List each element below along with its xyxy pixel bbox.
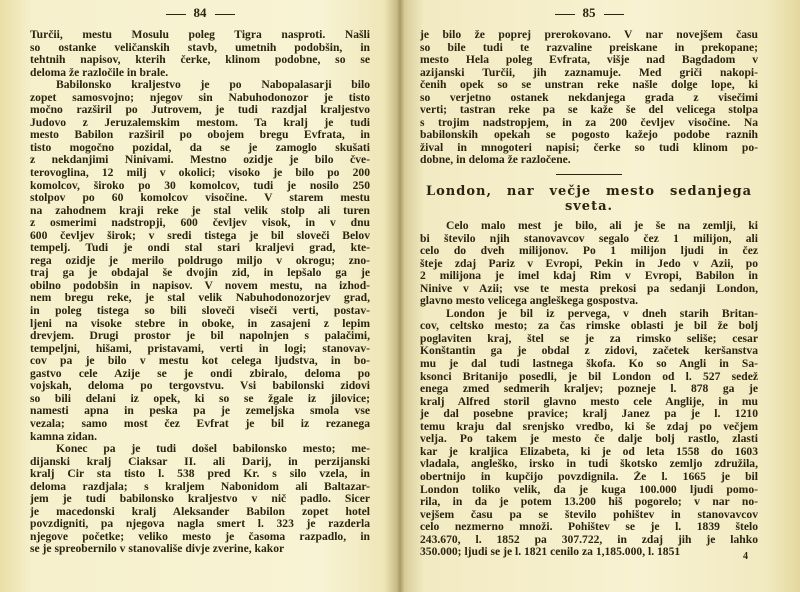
text-line: šteje zdaj Pariz v Evropi, Pekin in Jedo v Azii, po <box>420 257 758 270</box>
text-line: je macedonski kralj Aleksander Babilon zopet hotel <box>30 505 370 518</box>
text-line: Babilonsko kraljestvo je po Nabopalasarji bilo <box>56 79 370 92</box>
text-line: traj ga je obdajal še dvojin zid, in lepšalo ga je <box>30 267 370 280</box>
text-line: London je bil iz pervega, v dneh starih Britan- <box>446 307 758 320</box>
heading-line: London, nar večje mesto sedanjega <box>426 184 752 200</box>
text-line: Judovo z Jeruzalemskim mestom. Ta kralj je tudi <box>30 116 370 129</box>
text-line: tempelj. Tudi je ondi stal stari kraljevi grad, kte- <box>30 242 370 255</box>
right-page-text <box>420 29 758 559</box>
text-line: kamna zidan. <box>30 430 98 443</box>
text-line: vladala, angleško, irsko in tudi škotsko zemljo združila, <box>420 458 758 471</box>
text-line: 350.000; ljudi se je l. 1821 cenilo za 1,185.000, l. 1851 <box>420 546 681 559</box>
text-line: London toliko velik, da je kuga 100.000 ljudi pomo- <box>420 483 758 496</box>
text-line: glavno mesto velicega angleškega gospostva. <box>420 295 639 308</box>
text-line: Konštantin ga je obdal z zidovi, začetek keršanstva <box>420 345 758 358</box>
text-line: drevjem. Drugi prostor je bil napolnjen s palačimi, <box>30 330 370 343</box>
heading-line: sveta. <box>564 199 614 215</box>
text-line: vezala; samo most čez Evfrat je bil iz rezanega <box>30 417 370 430</box>
text-line: mesto Hela poleg Evfrata, višje nad Bagdadom v <box>420 54 758 67</box>
signature-mark: 4 <box>743 551 748 562</box>
text-line: azijanski Turčii, jih zaznamuje. Med griči nakopi- <box>420 66 758 79</box>
text-line: verti; tastran reke pa se kaže še del velicega stolpa <box>420 104 758 117</box>
text-line: žival in mnogoteri napisi; čerke so tudi klinom po- <box>420 141 758 154</box>
text-line: 243.670, l. 1852 pa 307.722, in zdaj jih je lahko <box>420 533 758 546</box>
text-line: zopet samosvojno; njegov sin Nabuhodonozor je tisto <box>30 91 370 104</box>
section-divider <box>556 174 622 175</box>
text-line: celo nezmerno množi. Pohištev se je l. 1839 štelo <box>420 521 758 534</box>
text-line: mu je dal tudi lastnega škofa. Ko so Angli in Sa- <box>420 358 758 371</box>
text-line: kar je kraljica Elizabeta, ki je od leta 1558 do 1603 <box>420 445 758 458</box>
page-number: 85 <box>420 5 758 21</box>
section-heading <box>420 184 758 214</box>
text-line: terovoglina, 12 milj v okolici; visoko je bilo po 200 <box>30 167 370 180</box>
page-number: 84 <box>30 5 370 21</box>
text-line: so bile tudi te razvaline preiskane in prekopane; <box>420 41 758 54</box>
text-line: babilonskih opekah se pogosto kažejo podobe raznih <box>420 129 758 142</box>
text-line: ljeni na visoke stebre in oboke, in zasajeni z lepim <box>30 317 370 330</box>
text-line: ksonci Britanijo posedli, je bil London od l. 527 sedež <box>420 370 758 383</box>
text-line: so ostanke veličanskih stavb, umetnih podobšin, in <box>30 41 370 54</box>
text-line: jem je tudi babilonsko kraljestvo v nič padlo. Sicer <box>30 493 370 506</box>
text-line: komolcov, široko po 30 komolcov, tudi je nosilo 250 <box>30 179 370 192</box>
text-line: čenih opek so se unstran reke našle dolge lope, ki <box>420 79 758 92</box>
text-line: tisto mogočno pozidal, da se je zamoglo skušati <box>30 141 370 154</box>
text-line: Turčii, mestu Mosulu poleg Tigra nasproti. Našli <box>30 29 370 41</box>
text-line: je dal posebne pravice; kralj Janez pa je l. 1210 <box>420 408 758 421</box>
text-line: na zahodnem kraji reke je stal velik stolp ali turen <box>30 204 370 217</box>
text-line: Ninive v Azii; vse te mesta prekosi pa sedanji London, <box>420 282 758 295</box>
text-line: gastvo cele Azije se je ondi zbiralo, deloma po <box>30 367 370 380</box>
text-line: kralj Cir sta tisto l. 538 pred Kr. s silo vzela, in <box>30 468 370 481</box>
text-line: in poleg tistega so bili sloveči viseči verti, postav- <box>30 305 370 318</box>
text-line: temu kraju dal srenjsko vredbo, ki še zdaj po večjem <box>420 420 758 433</box>
left-page-text <box>30 29 370 556</box>
text-line: so verjetno ostanek nekdanjega grada z visečimi <box>420 91 758 104</box>
text-line: je bilo že poprej prerokovano. V nar novejšem času <box>420 29 758 41</box>
text-line: z nekdanjimi Ninivami. Mestno ozidje je bilo čve- <box>30 154 370 167</box>
text-line: povzdigniti, pa njegova nagla smert l. 323 je razderla <box>30 518 370 531</box>
text-line: dobne, in deloma že razločene. <box>420 154 571 167</box>
left-page <box>30 0 370 592</box>
text-line: stolpov po 60 komolcov visočine. V starem mestu <box>30 192 370 205</box>
text-line: močno razširil po Jutrovem, je tudi razdjal kraljestvo <box>30 104 370 117</box>
text-line: deloma razdjala; s kraljem Nabonidom ali Baltazar- <box>30 480 370 493</box>
text-line: nem bregu reke, je stal velik Nabuhodonozorjev grad, <box>30 292 370 305</box>
text-line: njegove početke; veliko mesto je časoma razpadlo, in <box>30 530 370 543</box>
text-line: dijanski kralj Ciaksar II. ali Darij, in perzijanski <box>30 455 370 468</box>
text-line: bi število njih stanovavcov segalo čez 1 milijon, ali <box>420 232 758 245</box>
text-line: Konec pa je tudi došel babilonsko mesto; me- <box>56 443 370 456</box>
text-line: poglaviten kraj, štel se je za rimsko seliše; cesar <box>420 332 758 345</box>
text-line: cov pa je bilo v mestu kot celega ljudstva, in bo- <box>30 355 370 368</box>
text-line: deloma že razločile in brale. <box>30 66 169 79</box>
text-line: enega zmed sedmerih kraljev; pozneje l. 878 ga je <box>420 383 758 396</box>
text-line: vejšem času pa se število pohištev in stanovavcov <box>420 508 758 521</box>
text-line: so bili delani iz opek, ki so se žgale iz jilovice; <box>30 392 370 405</box>
text-line: tehtnih napisov, kterih čerke, klinom podobne, so se <box>30 54 370 67</box>
text-line: obilno podobšin in napisov. V novem mestu, na izhod- <box>30 279 370 292</box>
text-line: velja. Po takem je mesto če dalje bolj rastlo, zlasti <box>420 433 758 446</box>
text-line: rega ozidje je merilo poldrugo miljo v okrogu; zno- <box>30 254 370 267</box>
text-line: namesti apna in peska pa je zemeljska smola vse <box>30 405 370 418</box>
text-line: cov, celtsko mesto; za čas rimske oblasti je bil že bolj <box>420 320 758 333</box>
text-line: se je spreobernilo v stanovališe divje zverine, kakor <box>30 543 285 556</box>
text-line: celo do dveh milijonov. Po 1 milijon ljudi in čez <box>420 245 758 258</box>
text-line: 600 čevljev širok; v sredi tistega je bil sloveči Belov <box>30 229 370 242</box>
text-line: z osmerimi nadstropji, 600 čevljev visok, in v dnu <box>30 217 370 230</box>
text-line: mesto Babilon razširil po obojem bregu Evfrata, in <box>30 129 370 142</box>
text-line: tempeljni, hišami, pristavami, verti in logi; stanovav- <box>30 342 370 355</box>
text-line: 2 milijona je imel kdaj Rim v Evropi, Babilon in <box>420 270 758 283</box>
text-line: rila, in da je potem 13.200 hiš pogorelo; v nar no- <box>420 496 758 509</box>
text-line: kralj Alfred storil glavno mesto cele Anglije, in mu <box>420 395 758 408</box>
text-line: s trojim nadstropjem, in za 200 čevljev visočine. Na <box>420 116 758 129</box>
text-line: Celo malo mest je bilo, ali je še na zemlji, ki <box>446 220 758 233</box>
text-line: vojskah, deloma po tergovstvu. Vsi babilonski zidovi <box>30 380 370 393</box>
right-page <box>420 0 758 592</box>
text-line: obertnijo in kupčijo povzdignila. Že l. 1665 je bil <box>420 470 758 483</box>
